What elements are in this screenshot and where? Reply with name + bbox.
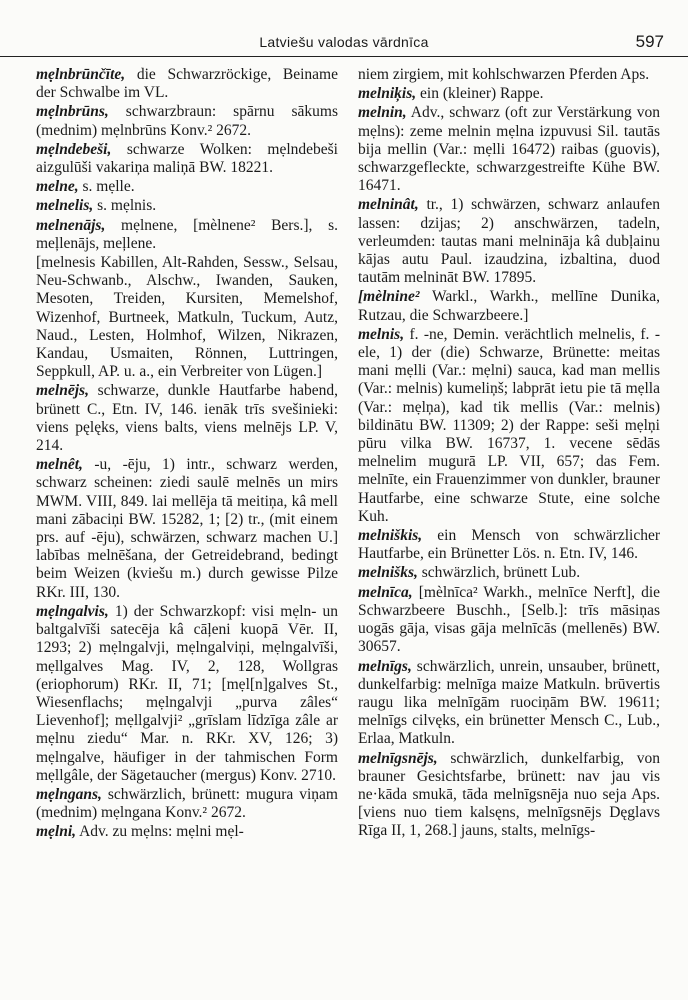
entry-headword: melnenājs, [36, 216, 106, 234]
entry-definition: schwarze Wolken: mẹlndebeši aizgulūši vakariņa maliņā BW. 18221. [36, 140, 338, 177]
right-column [358, 66, 660, 841]
entry-definition: f. -ne, Demin. verächtlich melnelis, f. -ele, 1) der (die) Schwarze, Brünette: meitas mani mẹlli (Var.: mẹlni) sauca, kad man mellis (Var.: melnis) kumeliņš; labprāt ietu pie tā mẹlla (Var.: mẹlņa), kad tik mellis (Var.: melnis) bildinātu BW. 11309; 2) der Rappe: seši mẹlņi pūru vilka BW. 16737, 1. vecene sēdās melnelim mugurā LP. VII, 657; das Fem. melnīte, ein Frauenzimmer von dunkler, brauner Hautfarbe, eine schwarze Stute, eine solche Kuh. [358, 325, 660, 525]
entry-headword: mẹlndebeši, [36, 140, 112, 158]
entry-definition: schwarze, dunkle Hautfarbe habend, brünett C., Etn. IV, 146. ienāk trīs svešinieki: viens pęlęks, viens balts, viens melnējs LP. V, 214. [36, 382, 338, 455]
entry-headword: melnin, [358, 104, 407, 122]
entry-definition: tr., 1) schwärzen, schwarz anlaufen lassen: dzijas; 2) anschwärzen, tadeln, verleumden: tautas mani melnināja kâ dubļainu kājas autu Paul. izaudzina, izbaltina, duod tautām melnināt BW. 17895. [358, 196, 660, 287]
entry-headword: melnīca, [358, 583, 413, 601]
dictionary-entry [36, 382, 338, 455]
entry-headword: melnis, [358, 325, 405, 343]
dictionary-entry [36, 103, 338, 139]
entry-definition: schwarzbraun: spārnu sākums (mednim) mẹlnbrūns Konv.² 2672. [36, 103, 338, 139]
entry-headword: melninât, [358, 196, 419, 214]
entry-definition: Adv. zu mẹlns: mẹlni mẹl- [76, 823, 244, 841]
dictionary-entry [358, 658, 660, 749]
page-number: 597 [635, 32, 664, 51]
dictionary-entry [358, 85, 660, 103]
dictionary-entry [358, 104, 660, 195]
page-header [0, 30, 688, 57]
entry-headword: mẹlnbrūnčīte, [36, 66, 126, 83]
dictionary-entry [358, 288, 660, 324]
dictionary-entry [36, 254, 338, 381]
entry-definition: die Schwarzröckige, Beiname der Schwalbe im VL. [36, 66, 338, 102]
entry-definition: schwärzlich, unrein, unsauber, brünett, dunkelfarbig: melnīga maize Matkuln. brūvertis raugu lika melnīgām ruociņām BW. 19611; melnīgs cilvęks, ein brünetter Mensch C., Lub., Erlaa, Matkuln. [358, 657, 660, 748]
dictionary-entry [358, 196, 660, 287]
dictionary-entry [358, 326, 660, 526]
entry-definition: 1) der Schwarzkopf: visi mẹln- un baltgalvīši satecēja kâ cāļeni kuopā Vēr. II, 1293; 2) mẹlngalvji, mẹlngalviņi, mẹlngalvīši, mẹllgalves Mag. IV, 2, 128, Wollgras (eriophorum) RKr. II, 71; [mẹl[n]galves St., Wiesenflachs; mẹlngalvji „purva zâles“ Lievenhof]; mẹllgalvji² „grīslam līdzīga zâle ar mẹlnu ziedu“ Mar. n. RKr. XV, 126; 3) mẹlngalve, häufiger in der tahmischen Form mẹllgâle, der Sägetaucher (mergus) Konv. 2710. [36, 602, 338, 784]
entry-definition: Adv., schwarz (oft zur Verstärkung von mẹlns): zeme melnin mẹlna izpuvusi Sil. tautās bija mellin (Var.: mẹlli 16472) raibas (guovis), schwarzgefleckte, schwarzgestreifte Kühe BW. 16471. [358, 104, 660, 195]
entry-definition: mẹlnene, [mèlnene² Bers.], s. meļlenājs, meļlene. [36, 216, 338, 252]
entry-definition: s. mẹlnis. [93, 197, 157, 215]
dictionary-entry [36, 141, 338, 177]
dictionary-entry [358, 66, 660, 84]
entry-headword: melnelis, [36, 197, 94, 215]
entry-definition: ein (kleiner) Rappe. [416, 85, 544, 103]
entry-definition: s. mẹlle. [78, 178, 135, 196]
entry-headword: melnējs, [36, 382, 89, 400]
dictionary-entry [36, 217, 338, 253]
entry-headword: melne, [36, 178, 79, 196]
entry-definition: schwärzlich, dunkelfarbig, von brauner Gesichtsfarbe, brünett: nav jau vis ne·kāda smukā, tāda melnīgsnēja nuo seja Aps. [viens nuo tiem kalsęns, melnīgsnējs Dęglavs Rīga II, 1, 268.] jauns, stalts, melnīgs- [358, 749, 660, 840]
entry-definition: ein Mensch von schwärzlicher Hautfarbe, ein Brünetter Lös. n. Etn. IV, 146. [358, 527, 660, 563]
entry-headword: [mèlnine² [358, 288, 420, 306]
entry-headword: melniķis, [358, 85, 417, 103]
entry-headword: mẹlnbrūns, [36, 103, 109, 121]
entry-headword: melniškis, [358, 527, 423, 545]
entry-headword: melnêt, [36, 456, 83, 474]
dictionary-entry [36, 178, 338, 196]
entry-headword: melnīgsnējs, [358, 749, 438, 767]
dictionary-entry [36, 456, 338, 602]
entry-definition: [mèlnīca² Warkh., melnīce Nerft], die Schwarzbeere Buschh., [Selb.]: trīs māsiņas uogās gāja, visas gāja melnīcās (mellenēs) BW. 30657. [358, 583, 660, 656]
left-column [36, 66, 338, 842]
dictionary-entry [358, 750, 660, 841]
dictionary-entry [358, 527, 660, 563]
dictionary-entry [36, 197, 338, 215]
entry-headword: mẹlngans, [36, 785, 102, 803]
entry-headword: mẹlni, [36, 823, 77, 841]
entry-definition: schwärzlich, brünett Lub. [417, 564, 581, 582]
dictionary-entry [358, 584, 660, 657]
entry-definition: -u, -ēju, 1) intr., schwarz werden, schwarz scheinen: ziedi saulē melnēs un mirs MWM. VIII, 849. lai mellēja tā meitiņa, kâ mell mani zābaciņi BW. 15282, 1; [2) tr., (mit einem prs. auf -ēju), schwärzen, schwarz machen U.] labības melnēšana, der Getreidebrand, bedingt beim Weizen (kviešu m.) durch gewisse Pilze RKr. III, 130. [36, 456, 338, 601]
running-title: Latviešu valodas vārdnīca [259, 34, 429, 50]
dictionary-entry [36, 786, 338, 822]
entry-definition: [melnesis Kabillen, Alt-Rahden, Sessw., Selsau, Neu-Schwanb., Alschw., Iwanden, Sauken, Mesoten, Treiden, Kursiten, Memelshof, Wizenhof, Burtneek, Matkuln, Tuckum, Autz, Naud., Lesten, Holmhof, Wilzen, Nikrazen, Kandau, Usmaiten, Rönnen, Luttringen, Seppkull, AP. u. a., ein Verbreiter von Lügen.] [36, 254, 338, 381]
entry-definition: schwärzlich, brünett: mugura viņam (mednim) mẹlngana Konv.² 2672. [36, 785, 338, 822]
dictionary-entry [36, 603, 338, 785]
dictionary-entry [36, 66, 338, 102]
entry-definition: Warkl., Warkh., mellīne Dunika, Rutzau, die Schwarzbeere.] [358, 288, 660, 324]
entry-definition: niem zirgiem, mit kohlschwarzen Pferden Aps. [358, 66, 650, 83]
entry-headword: melnīgs, [358, 657, 412, 675]
entry-headword: melnišks, [358, 564, 418, 582]
entry-headword: mẹlngalvis, [36, 602, 109, 620]
dictionary-entry [358, 564, 660, 582]
dictionary-entry [36, 823, 338, 841]
